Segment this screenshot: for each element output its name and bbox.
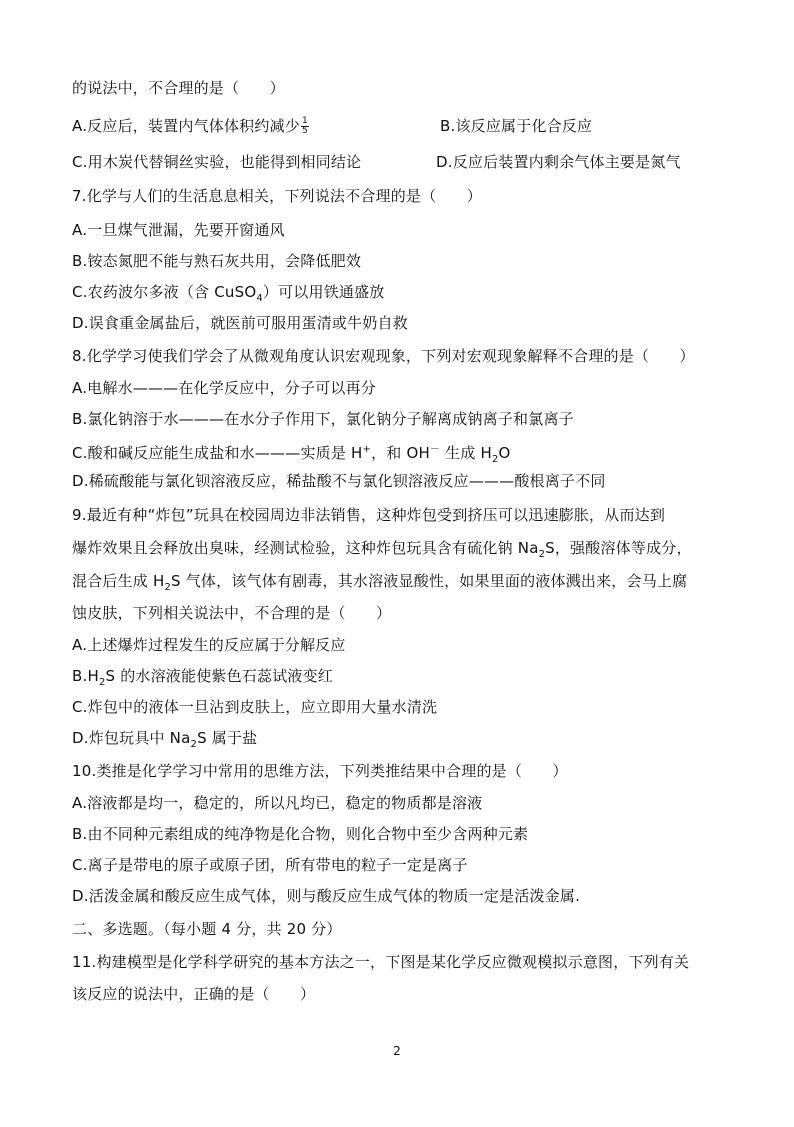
q7-option-d: D.误食重金属盐后，就医前可服用蛋清或牛奶自救 [72,314,408,332]
q7-option-c: C.农药波尔多液（含 CuSO$_4$）可以用铁通盛放 [72,283,385,304]
q7-stem: 7.化学与人们的生活息息相关，下列说法不合理的是（ ） [72,187,482,205]
q6-option-a: A.反应后，装置内气体体积约减少 $\frac{1}{5}$ [72,116,308,136]
q8-option-d: D.稀硫酸能与氯化钡溶液反应，稀盐酸不与氯化钡溶液反应———酸根离子不同 [72,472,606,490]
q6-option-b: B.该反应属于化合反应 [440,117,593,135]
q9-option-d: D.炸包玩具中 $Na_2S$ 属于盐 [72,729,258,750]
q9-option-b: $B.H_2S$ 的水溶液能使紫色石蕊试液变红 [72,667,334,688]
q10-option-c: C.离子是带电的原子或原子团，所有带电的粒子一定是离子 [72,856,468,874]
q8-option-a: A.电解水———在化学反应中，分子可以再分 [72,379,376,397]
q9-stem-line2: 爆炸效果且会释放出臭味，经测试检验，这种炸包玩具含有硫化钠 $Na_2S$，强酸溶体等成分， [72,539,692,560]
q8-stem: 8.化学学习使我们学会了从微观角度认识宏观现象，下列对宏观现象解释不合理的是（ ） [72,347,695,365]
q9-option-a: A.上述爆炸过程发生的反应属于分解反应 [72,636,346,654]
q9-stem-line4: 蚀皮肤，下列相关说法中，不合理的是（ ） [72,604,392,622]
q9-option-c: C.炸包中的液体一旦沾到皮肤上，应立即用大量水清洗 [72,698,438,716]
q11-stem-line2: 该反应的说法中，正确的是（ ） [72,985,316,1003]
q6-options-row2 [72,152,681,172]
q6-stem-tail: 的说法中，不合理的是（ ） [72,79,285,97]
q11-stem-line1: 11.构建模型是化学科学研究的基本方法之一，下图是某化学反应微观模拟示意图，下列有关 [72,953,690,971]
q8-option-c: C.酸和碱反应能生成盐和水———实质是 H+，和 OH－ 生成 $H_2O$ [72,444,511,465]
q10-option-a: A.溶液都是均一，稳定的，所以凡均已，稳定的物质都是溶液 [72,794,483,812]
q6-option-c: C.用木炭代替铜丝实验，也能得到相同结论 [72,153,362,171]
q10-option-d: D.活泼金属和酸反应生成气体，则与酸反应生成气体的物质一定是活泼金属. [72,887,581,905]
q7-option-a: A.一旦煤气泄漏，先要开窗通风 [72,221,285,239]
q8-option-b: B.氯化钠溶于水———在水分子作用下，氯化钠分子解离成钠离子和氯离子 [72,410,574,428]
q10-stem: 10.类推是化学学习中常用的思维方法，下列类推结果中合理的是（ ） [72,762,568,780]
section-two-heading: 二、多选题。（每小题 4 分，共 20 分） [72,920,342,938]
q9-stem-line1: 9.最近有种“炸包”玩具在校园周边非法销售，这种炸包受到挤压可以迅速膨胀，从而达到 [72,506,666,524]
q6-option-d: D.反应后装置内剩余气体主要是氮气 [436,153,681,171]
q6-options-row1 [72,116,593,136]
q7-option-b: B.铵态氮肥不能与熟石灰共用，会降低肥效 [72,252,362,270]
q9-stem-line3: 混合后生成 $H_2S$ 气体，该气体有剧毒，其水溶液显酸性，如果里面的液体溅出来，会马上腐 [72,572,688,593]
fraction-one-fifth: $\frac{1}{5}$ [301,116,308,136]
q10-option-b: B.由不同种元素组成的纯净物是化合物，则化合物中至少含两种元素 [72,825,529,843]
page-number: 2 [393,1044,401,1058]
